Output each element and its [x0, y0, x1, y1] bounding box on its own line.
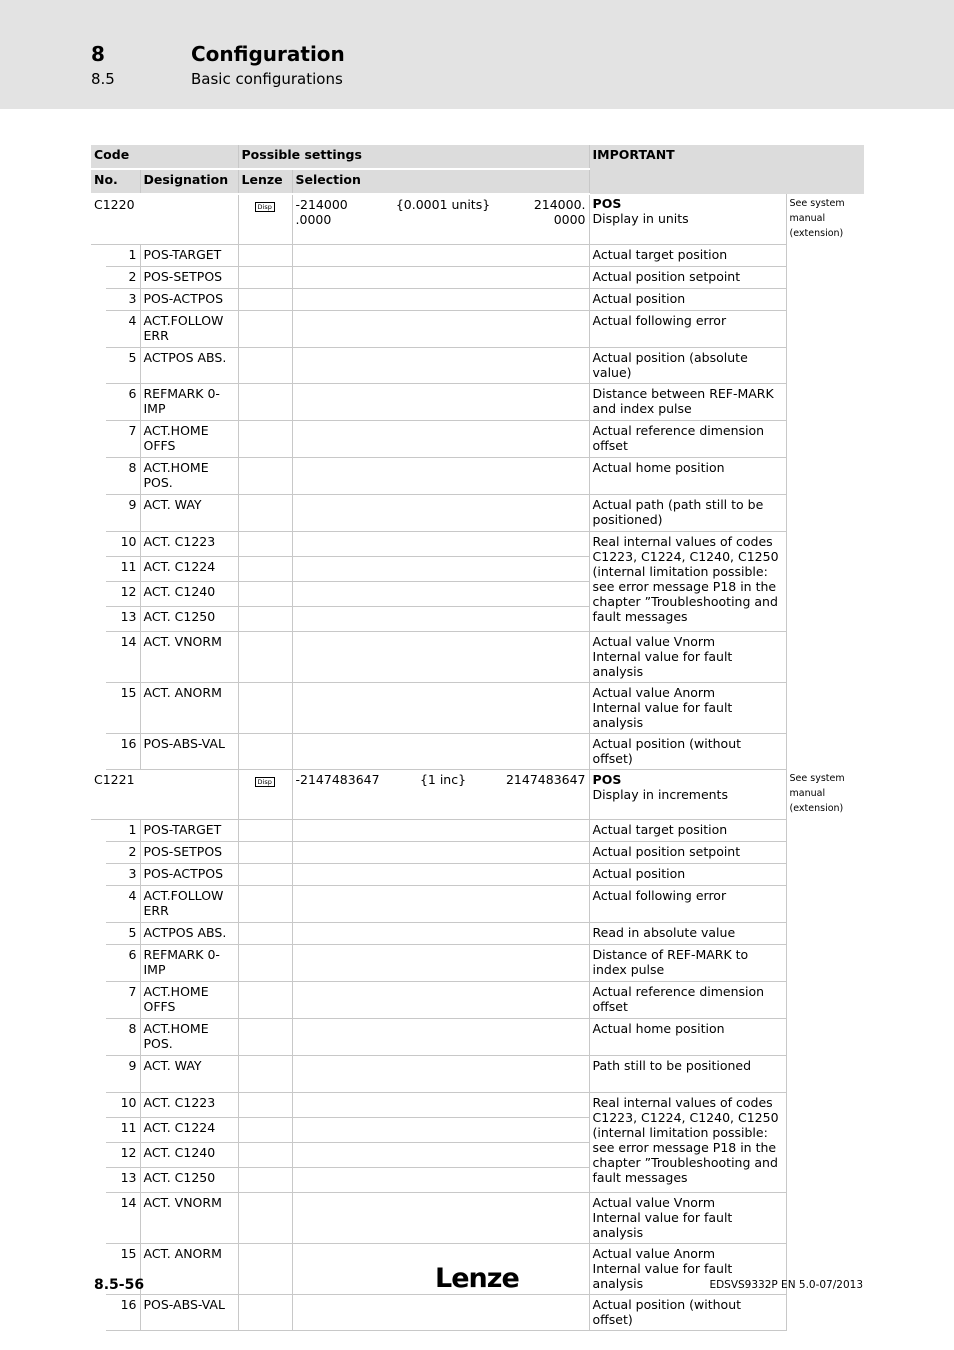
table-row [91, 383, 864, 420]
row-designation: ACT. C1250 [140, 1167, 238, 1192]
display-icon: Disp [255, 777, 275, 787]
row-lenze [238, 733, 292, 769]
table-row [91, 1294, 864, 1330]
row-lenze [238, 1092, 292, 1117]
table-row [91, 494, 864, 531]
header-selection: Selection [292, 169, 589, 194]
row-selection [292, 556, 589, 581]
row-selection [292, 1092, 589, 1117]
row-important: Actual position (without offset) [589, 733, 786, 769]
row-number: 15 [106, 1243, 140, 1294]
row-number: 2 [106, 266, 140, 288]
important-cell [589, 769, 786, 819]
row-number: 9 [106, 494, 140, 531]
row-number: 13 [106, 606, 140, 631]
page-header [0, 0, 954, 109]
row-designation: ACT. C1240 [140, 581, 238, 606]
row-important: Distance between REF-MARK and index pulse [589, 383, 786, 420]
row-designation: ACT. ANORM [140, 682, 238, 733]
row-lenze [238, 556, 292, 581]
selection-max: 214000. 0000 [533, 197, 586, 227]
row-lenze [238, 266, 292, 288]
row-number: 1 [106, 819, 140, 841]
chapter-title: Configuration [191, 42, 345, 66]
row-lenze [238, 531, 292, 556]
row-designation: POS-ACTPOS [140, 288, 238, 310]
row-selection [292, 922, 589, 944]
chapter-number: 8 [91, 42, 105, 66]
row-number: 14 [106, 631, 140, 682]
display-icon: Disp [255, 202, 275, 212]
row-important: Distance of REF-MARK to index pulse [589, 944, 786, 981]
important-text: Display in units [592, 211, 689, 226]
table-row [91, 922, 864, 944]
row-designation: ACT. WAY [140, 494, 238, 531]
row-lenze [238, 819, 292, 841]
table-row [91, 310, 864, 347]
header-lenze: Lenze [238, 169, 292, 194]
row-designation: ACT. WAY [140, 1055, 238, 1092]
header-designation: Designation [140, 169, 238, 194]
row-designation: ACT. C1223 [140, 1092, 238, 1117]
row-designation: ACT. C1224 [140, 1117, 238, 1142]
row-number: 11 [106, 556, 140, 581]
table-row [91, 819, 864, 841]
row-important: Actual position (without offset) [589, 1294, 786, 1330]
row-lenze [238, 885, 292, 922]
header-code: Code [91, 145, 238, 169]
row-selection [292, 606, 589, 631]
row-designation: REFMARK 0-IMP [140, 944, 238, 981]
row-number: 16 [106, 1294, 140, 1330]
row-number: 14 [106, 1192, 140, 1243]
row-selection [292, 1142, 589, 1167]
lenze-cell [238, 194, 292, 244]
row-lenze [238, 383, 292, 420]
group-important: Real internal values of codes C1223, C1224, C1240, C1250 (internal limitation possible: see error message P18 in the chapter ”Troubleshooting and fault messages [589, 1092, 786, 1192]
row-selection [292, 1117, 589, 1142]
row-number: 7 [106, 420, 140, 457]
code-row [91, 194, 864, 244]
row-lenze [238, 606, 292, 631]
section-number: 8.5 [91, 70, 115, 88]
row-important: Actual home position [589, 1018, 786, 1055]
row-number: 11 [106, 1117, 140, 1142]
table-row [91, 841, 864, 863]
table-row [91, 457, 864, 494]
row-designation: POS-TARGET [140, 819, 238, 841]
row-number: 10 [106, 1092, 140, 1117]
row-designation: ACT.HOME OFFS [140, 981, 238, 1018]
table-row [91, 1055, 864, 1092]
side-note: See system manual (extension) [789, 773, 845, 814]
lenze-cell [238, 769, 292, 819]
row-important: Actual home position [589, 457, 786, 494]
row-selection [292, 1192, 589, 1243]
row-number: 12 [106, 1142, 140, 1167]
row-lenze [238, 457, 292, 494]
row-designation: POS-ABS-VAL [140, 733, 238, 769]
document-id: EDSVS9332P EN 5.0-07/2013 [709, 1279, 863, 1291]
row-lenze [238, 1055, 292, 1092]
row-selection [292, 682, 589, 733]
selection-min: -2147483647 [295, 771, 380, 787]
row-important: Actual value Vnorm Internal value for fault analysis [589, 1192, 786, 1243]
row-number: 8 [106, 1018, 140, 1055]
header-important: IMPORTANT [589, 145, 864, 194]
row-designation: REFMARK 0-IMP [140, 383, 238, 420]
row-lenze [238, 420, 292, 457]
row-selection [292, 863, 589, 885]
row-selection [292, 581, 589, 606]
row-lenze [238, 310, 292, 347]
row-lenze [238, 682, 292, 733]
code-table [91, 145, 864, 1331]
row-selection [292, 1294, 589, 1330]
row-selection [292, 1055, 589, 1092]
row-number: 3 [106, 288, 140, 310]
important-title: POS [592, 196, 622, 211]
row-lenze [238, 944, 292, 981]
row-lenze [238, 1018, 292, 1055]
row-designation: ACT. ANORM [140, 1243, 238, 1294]
row-important: Actual position setpoint [589, 841, 786, 863]
row-lenze [238, 494, 292, 531]
row-number: 1 [106, 244, 140, 266]
row-lenze [238, 922, 292, 944]
row-number: 16 [106, 733, 140, 769]
selection-step: {1 inc} [419, 771, 467, 787]
row-important: Actual reference dimension offset [589, 420, 786, 457]
row-selection [292, 383, 589, 420]
row-number: 4 [106, 310, 140, 347]
row-designation: ACTPOS ABS. [140, 922, 238, 944]
table-row [91, 733, 864, 769]
row-number: 7 [106, 981, 140, 1018]
row-designation: ACT.FOLLOW ERR [140, 885, 238, 922]
row-number: 8 [106, 457, 140, 494]
row-selection [292, 944, 589, 981]
row-lenze [238, 581, 292, 606]
row-lenze [238, 1243, 292, 1294]
table-row [91, 266, 864, 288]
row-designation: POS-ABS-VAL [140, 1294, 238, 1330]
row-number: 5 [106, 347, 140, 383]
code-value: C1221 [91, 769, 140, 819]
important-text: Display in increments [592, 786, 728, 802]
row-selection [292, 981, 589, 1018]
table-row [91, 885, 864, 922]
table-row [91, 1092, 864, 1117]
header-no: No. [91, 169, 140, 194]
row-lenze [238, 863, 292, 885]
row-designation: POS-SETPOS [140, 841, 238, 863]
row-selection [292, 885, 589, 922]
row-selection [292, 244, 589, 266]
row-selection [292, 266, 589, 288]
row-designation: ACT.FOLLOW ERR [140, 310, 238, 347]
row-lenze [238, 244, 292, 266]
row-selection [292, 420, 589, 457]
row-designation: ACT.HOME POS. [140, 457, 238, 494]
row-important: Actual target position [589, 244, 786, 266]
row-lenze [238, 347, 292, 383]
row-number: 6 [106, 944, 140, 981]
code-row [91, 769, 864, 819]
selection-min: -214000 .0000 [295, 197, 348, 227]
table-row [91, 944, 864, 981]
code-designation [140, 194, 238, 244]
row-number: 9 [106, 1055, 140, 1092]
row-selection [292, 819, 589, 841]
row-important: Actual position (absolute value) [589, 347, 786, 383]
row-designation: ACTPOS ABS. [140, 347, 238, 383]
page-number: 8.5-56 [94, 1277, 145, 1293]
row-number: 2 [106, 841, 140, 863]
group-important: Real internal values of codes C1223, C1224, C1240, C1250 (internal limitation possible: see error message P18 in the chapter ”Troubleshooting and fault messages [589, 531, 786, 631]
row-lenze [238, 1167, 292, 1192]
table-row [91, 631, 864, 682]
row-important: Actual value Vnorm Internal value for fault analysis [589, 631, 786, 682]
row-number: 6 [106, 383, 140, 420]
table-row [91, 682, 864, 733]
row-selection [292, 531, 589, 556]
row-designation: ACT. VNORM [140, 1192, 238, 1243]
row-designation: POS-SETPOS [140, 266, 238, 288]
row-number: 10 [106, 531, 140, 556]
row-important: Actual position [589, 863, 786, 885]
row-number: 13 [106, 1167, 140, 1192]
table-row [91, 531, 864, 556]
row-designation: ACT. C1250 [140, 606, 238, 631]
row-designation: ACT. C1223 [140, 531, 238, 556]
row-important: Actual target position [589, 819, 786, 841]
row-number: 12 [106, 581, 140, 606]
row-important: Actual value Anorm Internal value for fault analysis [589, 682, 786, 733]
code-value: C1220 [91, 194, 140, 244]
row-designation: POS-TARGET [140, 244, 238, 266]
code-designation [140, 769, 238, 819]
selection-max: 2147483647 [505, 771, 586, 787]
table-row [91, 863, 864, 885]
row-designation: POS-ACTPOS [140, 863, 238, 885]
row-number: 3 [106, 863, 140, 885]
table-row [91, 288, 864, 310]
row-number: 5 [106, 922, 140, 944]
row-important: Actual position [589, 288, 786, 310]
section-title: Basic configurations [191, 70, 343, 88]
row-lenze [238, 1142, 292, 1167]
row-important: Actual reference dimension offset [589, 981, 786, 1018]
selection-cell [292, 194, 589, 244]
lenze-logo: Lenze [435, 1263, 519, 1294]
row-designation: ACT.HOME POS. [140, 1018, 238, 1055]
row-lenze [238, 981, 292, 1018]
table-row [91, 244, 864, 266]
important-title: POS [592, 771, 622, 787]
row-selection [292, 457, 589, 494]
row-lenze [238, 288, 292, 310]
selection-cell [292, 769, 589, 819]
row-selection [292, 494, 589, 531]
table-row [91, 1192, 864, 1243]
row-lenze [238, 1192, 292, 1243]
row-designation: ACT. C1224 [140, 556, 238, 581]
row-important: Read in absolute value [589, 922, 786, 944]
row-selection [292, 733, 589, 769]
header-possible-settings: Possible settings [238, 145, 589, 169]
selection-step: {0.0001 units} [395, 197, 491, 212]
row-designation: ACT.HOME OFFS [140, 420, 238, 457]
row-important: Actual position setpoint [589, 266, 786, 288]
row-number: 15 [106, 682, 140, 733]
row-important: Path still to be positioned [589, 1055, 786, 1092]
row-number: 4 [106, 885, 140, 922]
row-selection [292, 1167, 589, 1192]
row-selection [292, 631, 589, 682]
row-lenze [238, 1294, 292, 1330]
row-lenze [238, 841, 292, 863]
row-important: Actual value Anorm Internal value for fault analysis [589, 1243, 786, 1294]
table-row [91, 347, 864, 383]
table-row [91, 1018, 864, 1055]
row-lenze [238, 1117, 292, 1142]
row-selection [292, 841, 589, 863]
row-lenze [238, 631, 292, 682]
row-selection [292, 310, 589, 347]
row-selection [292, 347, 589, 383]
row-selection [292, 1018, 589, 1055]
row-designation: ACT. C1240 [140, 1142, 238, 1167]
row-selection [292, 288, 589, 310]
row-important: Actual following error [589, 885, 786, 922]
row-important: Actual path (path still to be positioned) [589, 494, 786, 531]
row-important: Actual following error [589, 310, 786, 347]
table-row [91, 420, 864, 457]
side-note: See system manual (extension) [789, 198, 845, 239]
important-cell [589, 194, 786, 244]
row-designation: ACT. VNORM [140, 631, 238, 682]
table-row [91, 981, 864, 1018]
